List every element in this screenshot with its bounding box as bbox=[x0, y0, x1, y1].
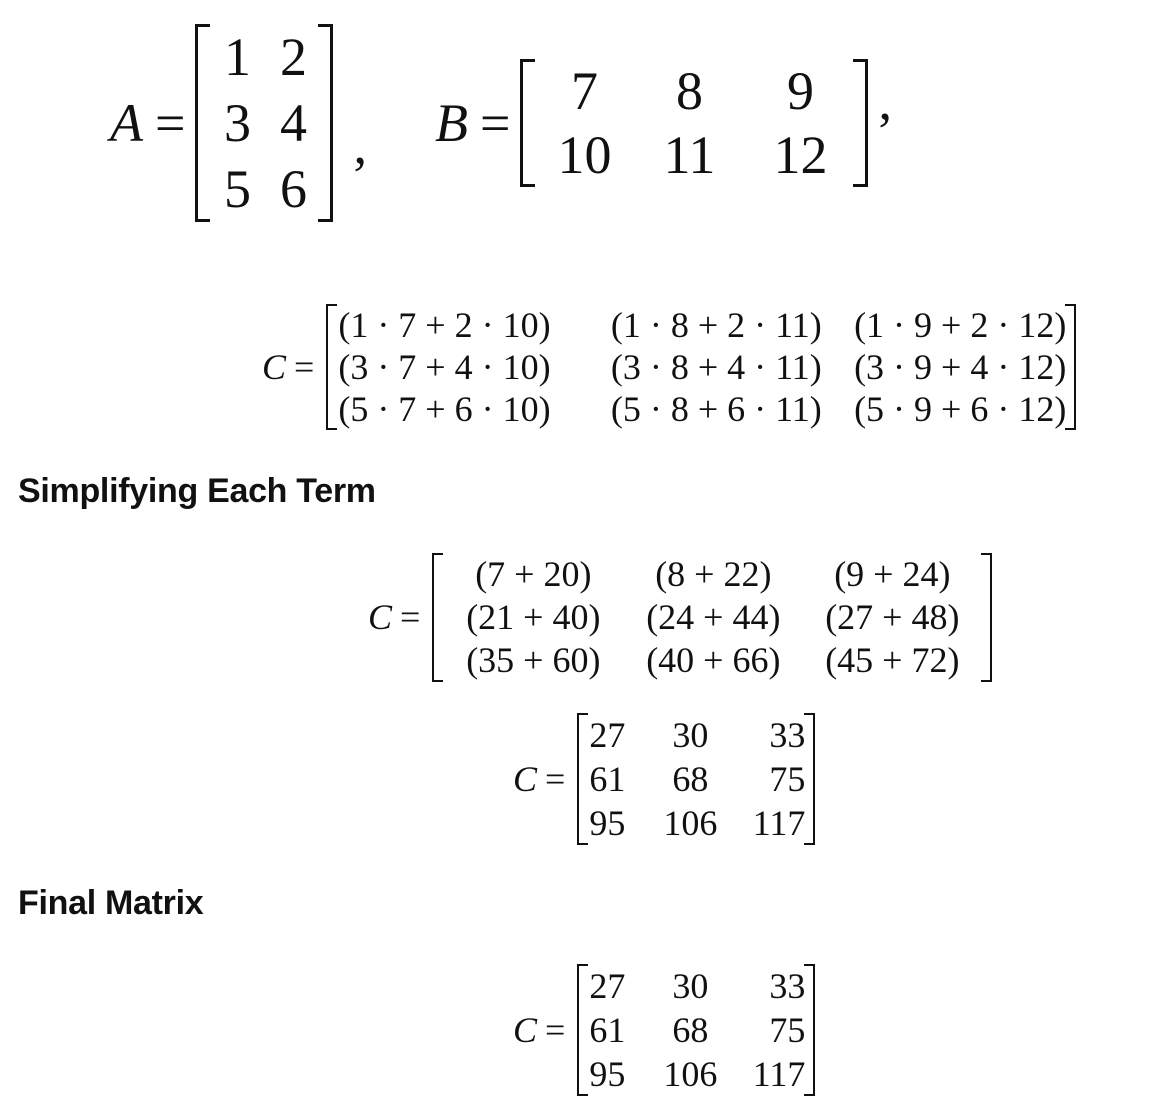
matrix-a-cell: 4 bbox=[279, 92, 307, 153]
matrix-c-symbol: C bbox=[262, 347, 287, 387]
matrix-cell: 33 bbox=[769, 715, 806, 755]
matrix-cell: (5 · 9 + 6 · 12) bbox=[854, 389, 1067, 429]
matrix-c-symbol: C bbox=[513, 759, 538, 799]
matrix-cell: (27 + 48) bbox=[825, 597, 960, 637]
equals-sign: = bbox=[545, 759, 566, 799]
matrix-cell: 33 bbox=[769, 966, 806, 1006]
matrix-result bbox=[577, 713, 815, 845]
matrix-cell: 117 bbox=[752, 1054, 806, 1094]
matrix-b-cell: 9 bbox=[786, 60, 814, 121]
matrix-c-symbol: C bbox=[513, 1010, 538, 1050]
equals-sign: = bbox=[294, 347, 315, 387]
matrix-a-cell: 3 bbox=[223, 92, 251, 153]
matrix-cell: 30 bbox=[672, 715, 709, 755]
section-heading-final-matrix: Final Matrix bbox=[18, 884, 204, 922]
matrix-cell: (3 · 9 + 4 · 12) bbox=[854, 347, 1067, 387]
matrix-cell: 68 bbox=[672, 1010, 709, 1050]
matrix-cell: 106 bbox=[663, 803, 718, 843]
equals-sign: = bbox=[155, 92, 186, 153]
equation-result bbox=[513, 713, 815, 845]
matrix-b-cell: 7 bbox=[570, 60, 598, 121]
matrix-b bbox=[520, 59, 868, 187]
matrix-cell: 117 bbox=[752, 803, 806, 843]
matrix-b-symbol: B bbox=[434, 92, 468, 153]
matrix-a-cell: 1 bbox=[223, 26, 251, 87]
matrix-cell: (1 · 8 + 2 · 11) bbox=[610, 305, 822, 345]
matrix-b-cell: 8 bbox=[675, 60, 703, 121]
matrix-a-cell: 6 bbox=[279, 158, 307, 219]
matrix-b-cell: 11 bbox=[663, 124, 716, 185]
equation-final-matrix bbox=[513, 964, 815, 1096]
matrix-c-symbol: C bbox=[368, 597, 393, 637]
matrix-cell: 27 bbox=[589, 966, 626, 1006]
matrix-cell: 27 bbox=[589, 715, 626, 755]
matrix-cell: 106 bbox=[663, 1054, 718, 1094]
matrix-cell: 75 bbox=[769, 1010, 806, 1050]
matrix-expanded bbox=[326, 304, 1076, 430]
matrix-a bbox=[195, 24, 333, 222]
equation-expanded-products bbox=[262, 303, 1076, 431]
matrix-cell: (24 + 44) bbox=[646, 597, 781, 637]
matrix-cell: (1 · 9 + 2 · 12) bbox=[854, 305, 1067, 345]
equals-sign: = bbox=[400, 597, 421, 637]
matrix-a-cell: 2 bbox=[279, 26, 307, 87]
matrix-cell: 61 bbox=[589, 1010, 626, 1050]
matrix-a-cell: 5 bbox=[223, 158, 251, 219]
matrix-cell: (7 + 20) bbox=[475, 554, 592, 594]
equals-sign: = bbox=[479, 92, 511, 153]
matrix-cell: (8 + 22) bbox=[655, 554, 772, 594]
matrix-cell: (1 · 7 + 2 · 10) bbox=[338, 305, 551, 345]
matrix-cell: 75 bbox=[769, 759, 806, 799]
matrix-cell: (5 · 8 + 6 · 11) bbox=[610, 389, 822, 429]
matrix-cell: (3 · 7 + 4 · 10) bbox=[338, 347, 551, 387]
matrix-a-symbol: A bbox=[110, 92, 143, 153]
matrix-cell: 30 bbox=[672, 966, 709, 1006]
matrix-cell: (3 · 8 + 4 · 11) bbox=[610, 347, 822, 387]
equation-sums bbox=[368, 553, 992, 681]
matrix-cell: (40 + 66) bbox=[646, 640, 781, 680]
matrix-final bbox=[577, 964, 815, 1096]
matrix-cell: (35 + 60) bbox=[466, 640, 601, 680]
matrix-cell: 95 bbox=[589, 803, 626, 843]
matrix-cell: (45 + 72) bbox=[825, 640, 960, 680]
matrix-b-cell: 12 bbox=[773, 124, 828, 185]
matrix-cell: 61 bbox=[589, 759, 626, 799]
matrix-sums bbox=[432, 553, 992, 682]
separator-comma: , bbox=[353, 114, 367, 175]
matrix-cell: (5 · 7 + 6 · 10) bbox=[338, 389, 551, 429]
trailing-comma: , bbox=[878, 70, 892, 131]
matrix-cell: (21 + 40) bbox=[466, 597, 601, 637]
equation-matrices-a-b bbox=[110, 20, 892, 225]
equals-sign: = bbox=[545, 1010, 566, 1050]
section-heading-simplifying: Simplifying Each Term bbox=[18, 472, 376, 510]
matrix-b-cell: 10 bbox=[557, 124, 612, 185]
matrix-cell: 95 bbox=[589, 1054, 626, 1094]
matrix-cell: (9 + 24) bbox=[834, 554, 951, 594]
matrix-cell: 68 bbox=[672, 759, 709, 799]
